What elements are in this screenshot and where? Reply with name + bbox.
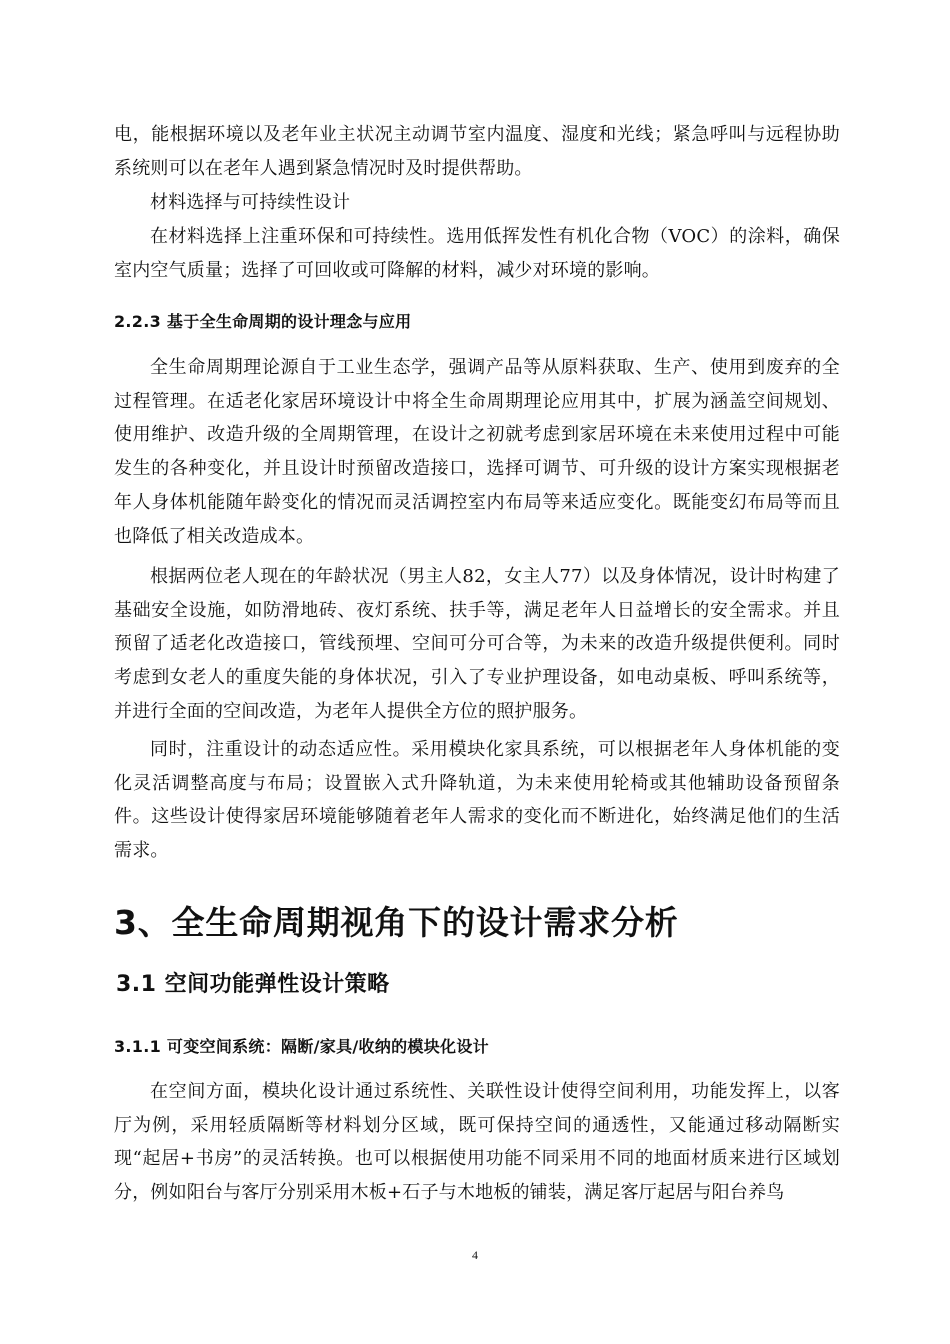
paragraph-materials-subheading: 材料选择与可持续性设计 [150,192,351,213]
section-heading-3-1-1: 3.1.1 可变空间系统：隔断/家具/收纳的模块化设计 [114,1037,489,1056]
chapter-heading-3: 3、全生命周期视角下的设计需求分析 [114,903,679,942]
paragraph-lifecycle-theory: 全生命周期理论源自于工业生态学，强调产品等从原料获取、生产、使用到废弃的全过程管理。在适老化家居环境设计中将全生命周期理论应用其中，扩展为涵盖空间规划、使用维护、改造升级的全周期管理，在设计之初就考虑到家居环境在未来使用过程中可能发生的各种变化，并且设计时预留改造接口，选择可调节、可升级的设计方案实现根据老年人身体机能随年龄变化的情况而灵活调控室内布局等来适应变化。既能变幻布局等而且也降低了相关改造成本。 [114,357,840,547]
paragraph-materials: 在材料选择上注重环保和可持续性。选用低挥发性有机化合物（VOC）的涂料，确保室内空气质量；选择了可回收或可降解的材料，减少对环境的影响。 [114,226,840,281]
section-heading-2-2-3: 2.2.3 基于全生命周期的设计理念与应用 [114,312,412,331]
paragraph-dynamic-adaptability: 同时，注重设计的动态适应性。采用模块化家具系统，可以根据老年人身体机能的变化灵活调整高度与布局；设置嵌入式升降轨道，为未来使用轮椅或其他辅助设备预留条件。这些设计使得家居环境能够随着老年人需求的变化而不断进化，始终满足他们的生活需求。 [114,739,840,862]
paragraph-smart-home-continued: 电，能根据环境以及老年业主状况主动调节室内温度、湿度和光线；紧急呼叫与远程协助系统则可以在老年人遇到紧急情况时及时提供帮助。 [114,124,840,179]
paragraph-space-modular: 在空间方面，模块化设计通过系统性、关联性设计使得空间利用，功能发挥上，以客厅为例，采用轻质隔断等材料划分区域，既可保持空间的通透性，又能通过移动隔断实现“起居+书房”的灵活转换。也可以根据使用功能不同采用不同的地面材质来进行区域划分，例如阳台与客厅分别采用木板+石子与木地板的铺装，满足客厅起居与阳台养鸟 [114,1081,840,1204]
paragraph-elderly-status: 根据两位老人现在的年龄状况（男主人82，女主人77）以及身体情况，设计时构建了基础安全设施，如防滑地砖、夜灯系统、扶手等，满足老年人日益增长的安全需求。并且预留了适老化改造接口，管线预埋、空间可分可合等，为未来的改造升级提供便利。同时考虑到女老人的重度失能的身体状况，引入了专业护理设备，如电动桌板、呼叫系统等，并进行全面的空间改造，为老年人提供全方位的照护服务。 [114,566,840,722]
page-number: 4 [472,1248,478,1262]
section-heading-3-1: 3.1 空间功能弹性设计策略 [116,972,390,997]
